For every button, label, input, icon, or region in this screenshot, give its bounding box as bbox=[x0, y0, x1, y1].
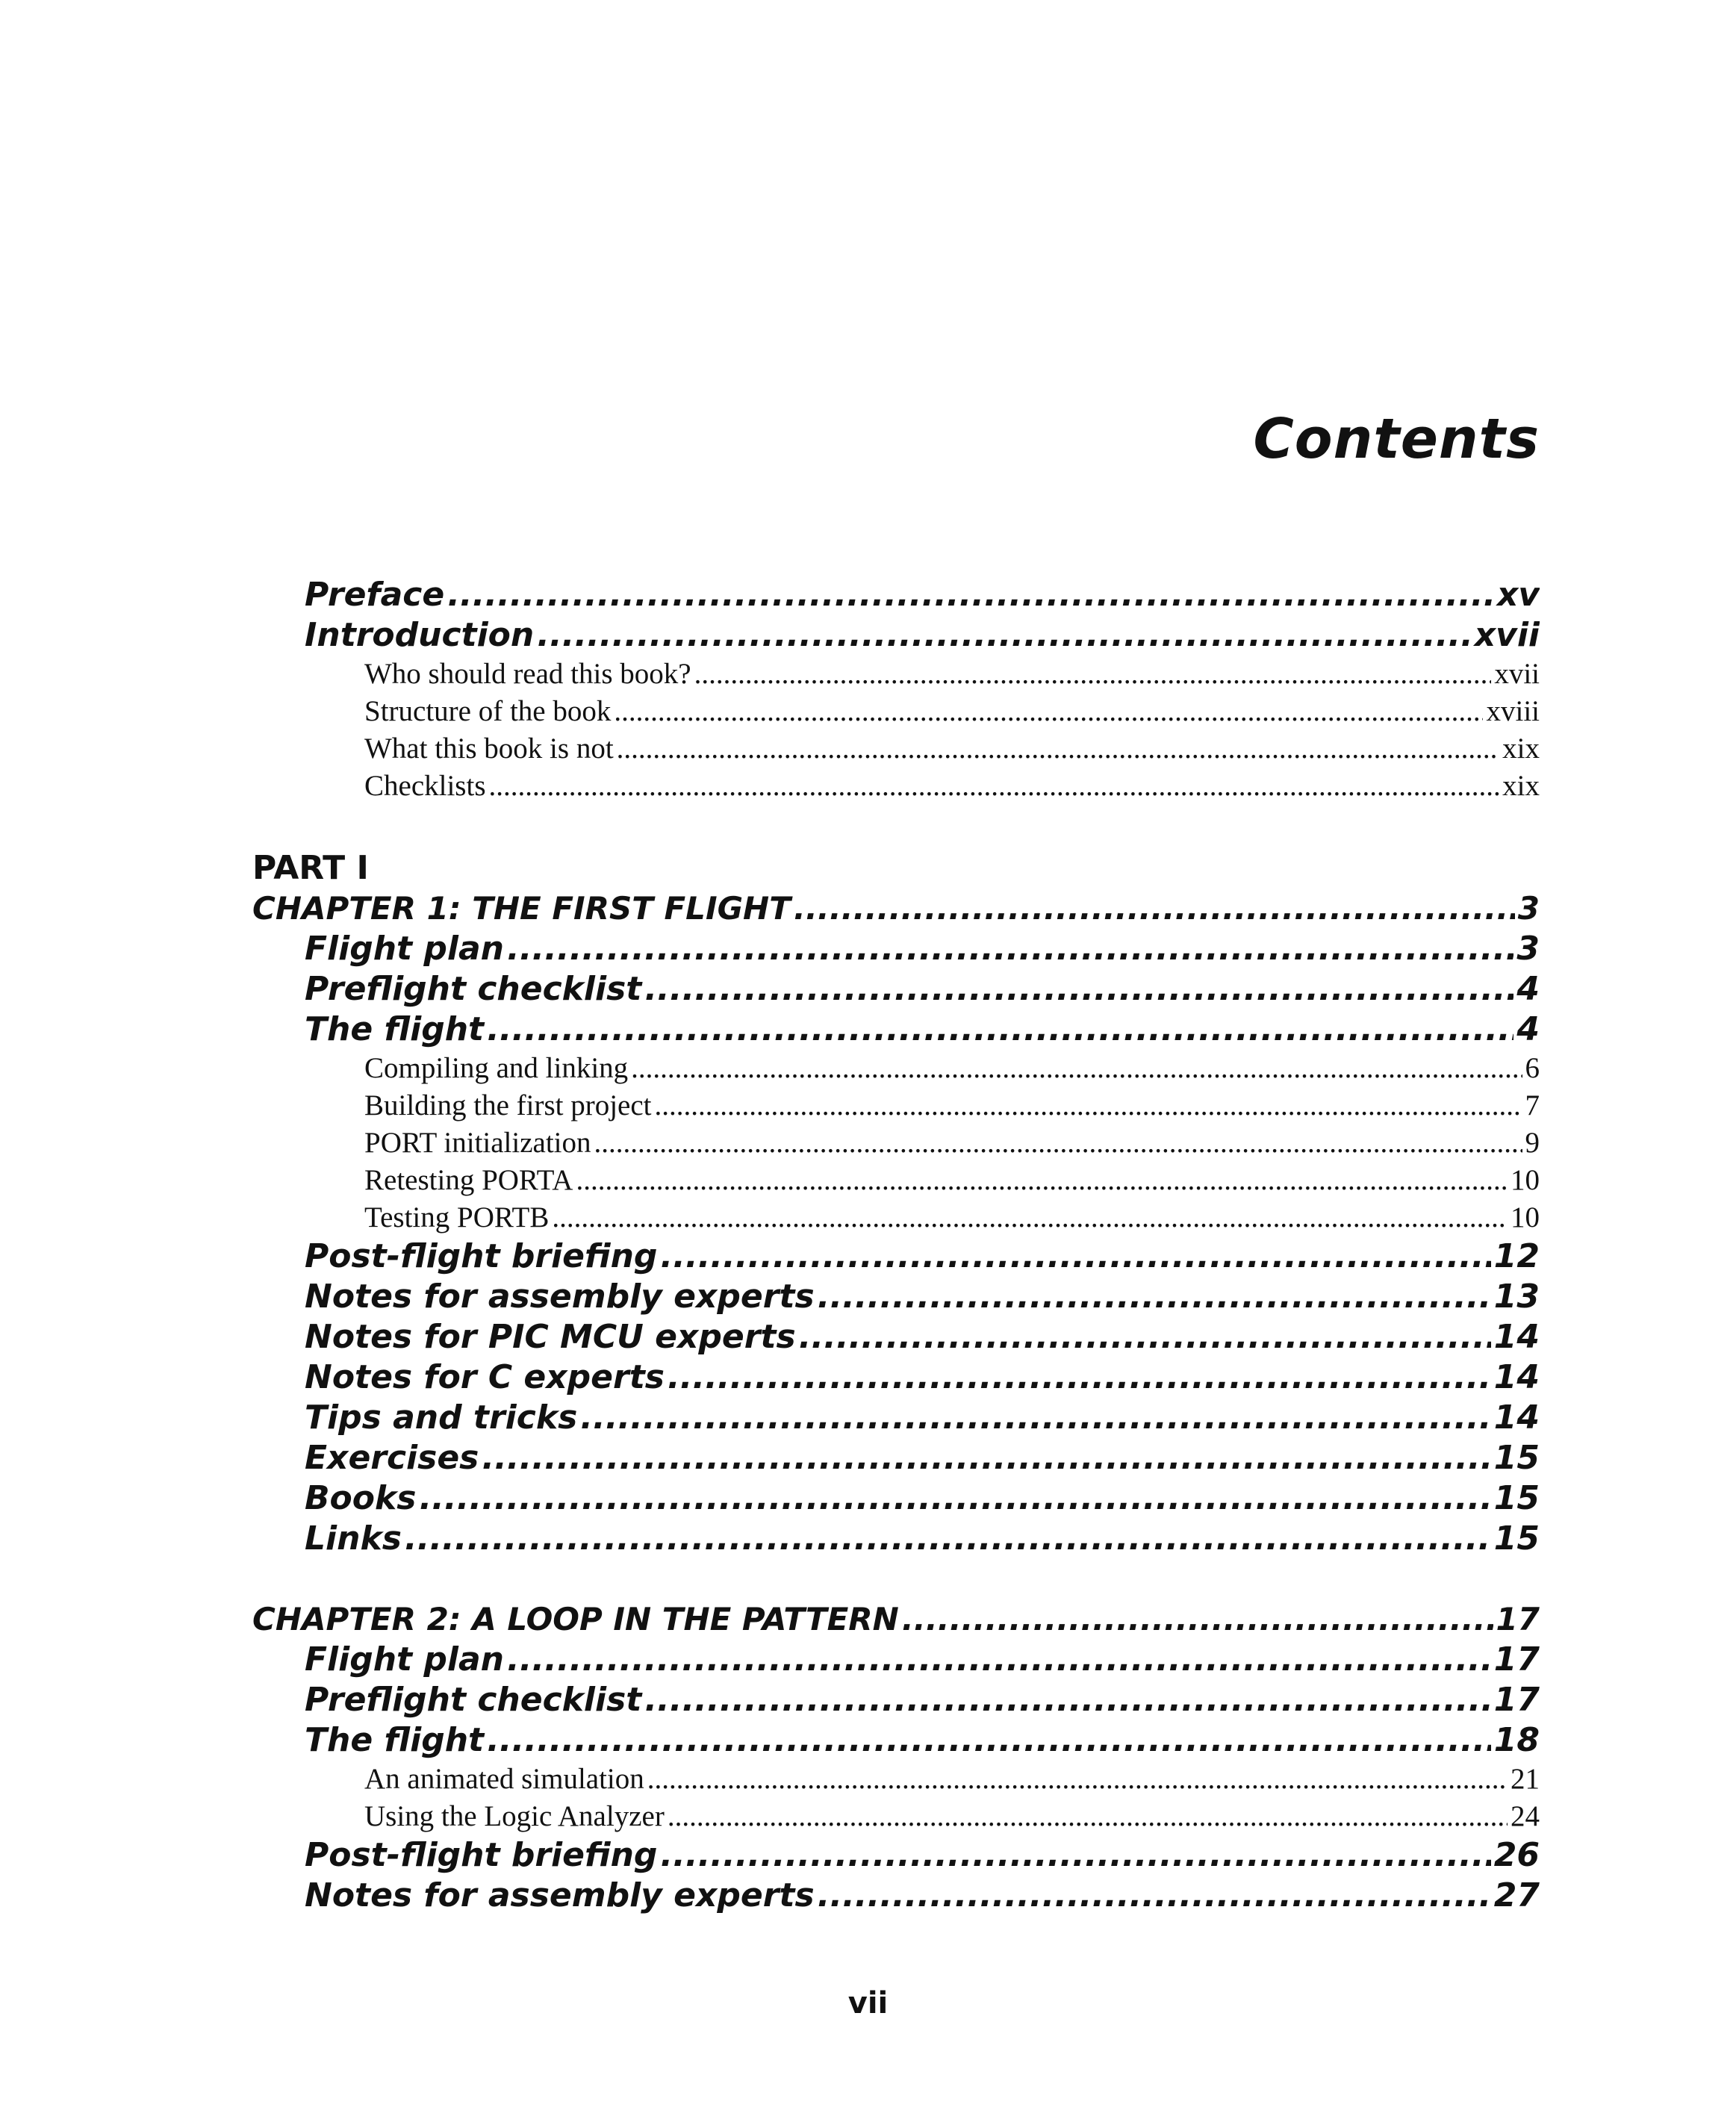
toc-entry[interactable] bbox=[252, 1876, 1540, 1916]
entry-page-number: 26 bbox=[1493, 1836, 1540, 1874]
entry-title: Introduction bbox=[305, 616, 535, 654]
dot-leader bbox=[668, 1798, 1508, 1835]
dot-leader bbox=[447, 575, 1494, 615]
toc-entry[interactable] bbox=[252, 1720, 1540, 1761]
chapter-title: CHAPTER 2: A LOOP IN THE PATTERN bbox=[252, 1601, 899, 1637]
entry-page-number: 15 bbox=[1493, 1479, 1540, 1517]
toc-entry[interactable] bbox=[252, 1009, 1540, 1050]
folio: vii bbox=[847, 1986, 889, 2020]
chapter-title: CHAPTER 1: THE FIRST FLIGHT bbox=[252, 890, 791, 927]
entry-page-number: xvii bbox=[1474, 616, 1540, 654]
toc-subentry[interactable] bbox=[252, 768, 1540, 805]
entry-title: Who should read this book? bbox=[364, 658, 691, 690]
entry-page-number: xix bbox=[1502, 732, 1540, 765]
entry-page-number: 17 bbox=[1493, 1640, 1540, 1679]
entry-title: Post-flight briefing bbox=[305, 1237, 658, 1275]
dot-leader bbox=[576, 1162, 1508, 1199]
entry-page-number: 14 bbox=[1493, 1399, 1540, 1437]
toc-subentry[interactable] bbox=[252, 656, 1540, 693]
toc-subentry[interactable] bbox=[252, 1798, 1540, 1835]
toc-entry[interactable] bbox=[252, 1398, 1540, 1438]
entry-page-number: 10 bbox=[1511, 1201, 1540, 1233]
entry-page-number: 9 bbox=[1525, 1127, 1540, 1159]
entry-title: Preflight checklist bbox=[305, 970, 642, 1008]
chapter-2-heading[interactable] bbox=[252, 1599, 1540, 1640]
dot-leader bbox=[482, 1438, 1490, 1478]
entry-title: Notes for assembly experts bbox=[305, 1278, 815, 1316]
dot-leader bbox=[489, 768, 1500, 805]
toc-subentry[interactable] bbox=[252, 693, 1540, 730]
toc-subentry[interactable] bbox=[252, 1087, 1540, 1124]
dot-leader bbox=[655, 1087, 1522, 1124]
toc-entry[interactable] bbox=[252, 1478, 1540, 1519]
entry-title: Notes for PIC MCU experts bbox=[305, 1318, 796, 1356]
entry-title: Retesting PORTA bbox=[364, 1164, 573, 1196]
dot-leader bbox=[552, 1199, 1508, 1236]
dot-leader bbox=[660, 1236, 1490, 1277]
entry-title: Testing PORTB bbox=[364, 1201, 550, 1233]
dot-leader bbox=[507, 929, 1513, 969]
dot-leader bbox=[694, 656, 1492, 693]
entry-title: Checklists bbox=[364, 770, 486, 802]
dot-leader bbox=[644, 1680, 1490, 1720]
entry-title: Building the first project bbox=[364, 1089, 652, 1121]
entry-page-number: 21 bbox=[1511, 1763, 1540, 1795]
toc-subentry[interactable] bbox=[252, 1124, 1540, 1162]
dot-leader bbox=[818, 1277, 1491, 1317]
entry-page-number: 27 bbox=[1493, 1876, 1540, 1914]
entry-title: The flight bbox=[305, 1721, 485, 1759]
dot-leader bbox=[487, 1720, 1491, 1761]
entry-title: Using the Logic Analyzer bbox=[364, 1800, 665, 1832]
dot-leader bbox=[580, 1398, 1490, 1438]
entry-title: Notes for assembly experts bbox=[305, 1876, 815, 1914]
entry-title: Links bbox=[305, 1519, 402, 1558]
dot-leader bbox=[818, 1876, 1491, 1916]
entry-page-number: 3 bbox=[1516, 930, 1540, 968]
toc-entry[interactable] bbox=[252, 1236, 1540, 1277]
toc-subentry[interactable] bbox=[252, 1761, 1540, 1798]
entry-title: Books bbox=[305, 1479, 417, 1517]
entry-title: Notes for C experts bbox=[305, 1358, 665, 1396]
entry-title: Flight plan bbox=[305, 1640, 504, 1679]
entry-title: Preface bbox=[305, 576, 445, 614]
front-matter-list bbox=[252, 575, 1540, 805]
chapter-page-number: 3 bbox=[1517, 890, 1540, 927]
entry-page-number: 18 bbox=[1493, 1721, 1540, 1759]
dot-leader bbox=[631, 1050, 1522, 1087]
toc-entry[interactable] bbox=[252, 1835, 1540, 1876]
toc-subentry[interactable] bbox=[252, 1050, 1540, 1087]
entry-page-number: 17 bbox=[1493, 1681, 1540, 1719]
entry-page-number: 14 bbox=[1493, 1358, 1540, 1396]
entry-page-number: xviii bbox=[1486, 695, 1540, 727]
entry-page-number: 12 bbox=[1493, 1237, 1540, 1275]
dot-leader bbox=[644, 969, 1513, 1009]
dot-leader bbox=[487, 1009, 1513, 1050]
toc-subentry[interactable] bbox=[252, 1162, 1540, 1199]
toc-subentry[interactable] bbox=[252, 1199, 1540, 1236]
dot-leader bbox=[617, 730, 1500, 768]
toc-entry[interactable] bbox=[252, 1640, 1540, 1680]
dot-leader bbox=[507, 1640, 1491, 1680]
entry-page-number: 13 bbox=[1493, 1278, 1540, 1316]
dot-leader bbox=[594, 1124, 1522, 1162]
toc-subentry[interactable] bbox=[252, 730, 1540, 768]
entry-title: Tips and tricks bbox=[305, 1399, 578, 1437]
entry-title: PORT initialization bbox=[364, 1127, 591, 1159]
dot-leader bbox=[799, 1317, 1491, 1357]
entry-title: Exercises bbox=[305, 1439, 479, 1477]
dot-leader bbox=[419, 1478, 1490, 1519]
dot-leader bbox=[794, 889, 1515, 929]
entry-title: Structure of the book bbox=[364, 695, 612, 727]
entry-title: Flight plan bbox=[305, 930, 504, 968]
dot-leader bbox=[405, 1519, 1491, 1559]
entry-page-number: 4 bbox=[1516, 970, 1540, 1008]
toc-entry[interactable] bbox=[252, 969, 1540, 1009]
entry-title: Compiling and linking bbox=[364, 1052, 629, 1084]
entry-title: Preflight checklist bbox=[305, 1681, 642, 1719]
toc-entry[interactable] bbox=[252, 1519, 1540, 1559]
toc-entry[interactable] bbox=[252, 615, 1540, 656]
dot-leader bbox=[647, 1761, 1508, 1798]
toc-entry[interactable] bbox=[252, 1438, 1540, 1478]
dot-leader bbox=[660, 1835, 1490, 1876]
entry-title: What this book is not bbox=[364, 732, 614, 765]
entry-page-number: 6 bbox=[1525, 1052, 1540, 1084]
entry-title: An animated simulation bbox=[364, 1763, 644, 1795]
dot-leader bbox=[537, 615, 1472, 656]
chapter-1-heading[interactable] bbox=[252, 889, 1540, 929]
toc-entry[interactable] bbox=[252, 929, 1540, 969]
toc-entry[interactable] bbox=[252, 1317, 1540, 1357]
entry-page-number: 14 bbox=[1493, 1318, 1540, 1356]
toc-entry[interactable] bbox=[252, 575, 1540, 615]
entry-page-number: 24 bbox=[1511, 1800, 1540, 1832]
page-title: Contents bbox=[1253, 407, 1540, 471]
entry-page-number: xvii bbox=[1494, 658, 1540, 690]
entry-page-number: 4 bbox=[1516, 1010, 1540, 1048]
dot-leader bbox=[902, 1599, 1493, 1640]
toc-entry[interactable] bbox=[252, 1357, 1540, 1398]
entry-page-number: 15 bbox=[1493, 1519, 1540, 1558]
chapter-1-entries bbox=[252, 929, 1540, 1559]
part-heading: PART I bbox=[252, 849, 369, 887]
toc-entry[interactable] bbox=[252, 1277, 1540, 1317]
toc-entry[interactable] bbox=[252, 1680, 1540, 1720]
entry-page-number: 15 bbox=[1493, 1439, 1540, 1477]
section-gap bbox=[252, 1559, 1540, 1599]
dot-leader bbox=[614, 693, 1483, 730]
dot-leader bbox=[668, 1357, 1491, 1398]
chapter-2-entries bbox=[252, 1640, 1540, 1916]
entry-page-number: xix bbox=[1502, 770, 1540, 802]
table-of-contents bbox=[252, 575, 1540, 1916]
entry-title: Post-flight briefing bbox=[305, 1836, 658, 1874]
chapter-page-number: 17 bbox=[1496, 1601, 1540, 1637]
entry-page-number: 10 bbox=[1511, 1164, 1540, 1196]
entry-title: The flight bbox=[305, 1010, 485, 1048]
entry-page-number: 7 bbox=[1525, 1089, 1540, 1121]
entry-page-number: xv bbox=[1496, 576, 1540, 614]
